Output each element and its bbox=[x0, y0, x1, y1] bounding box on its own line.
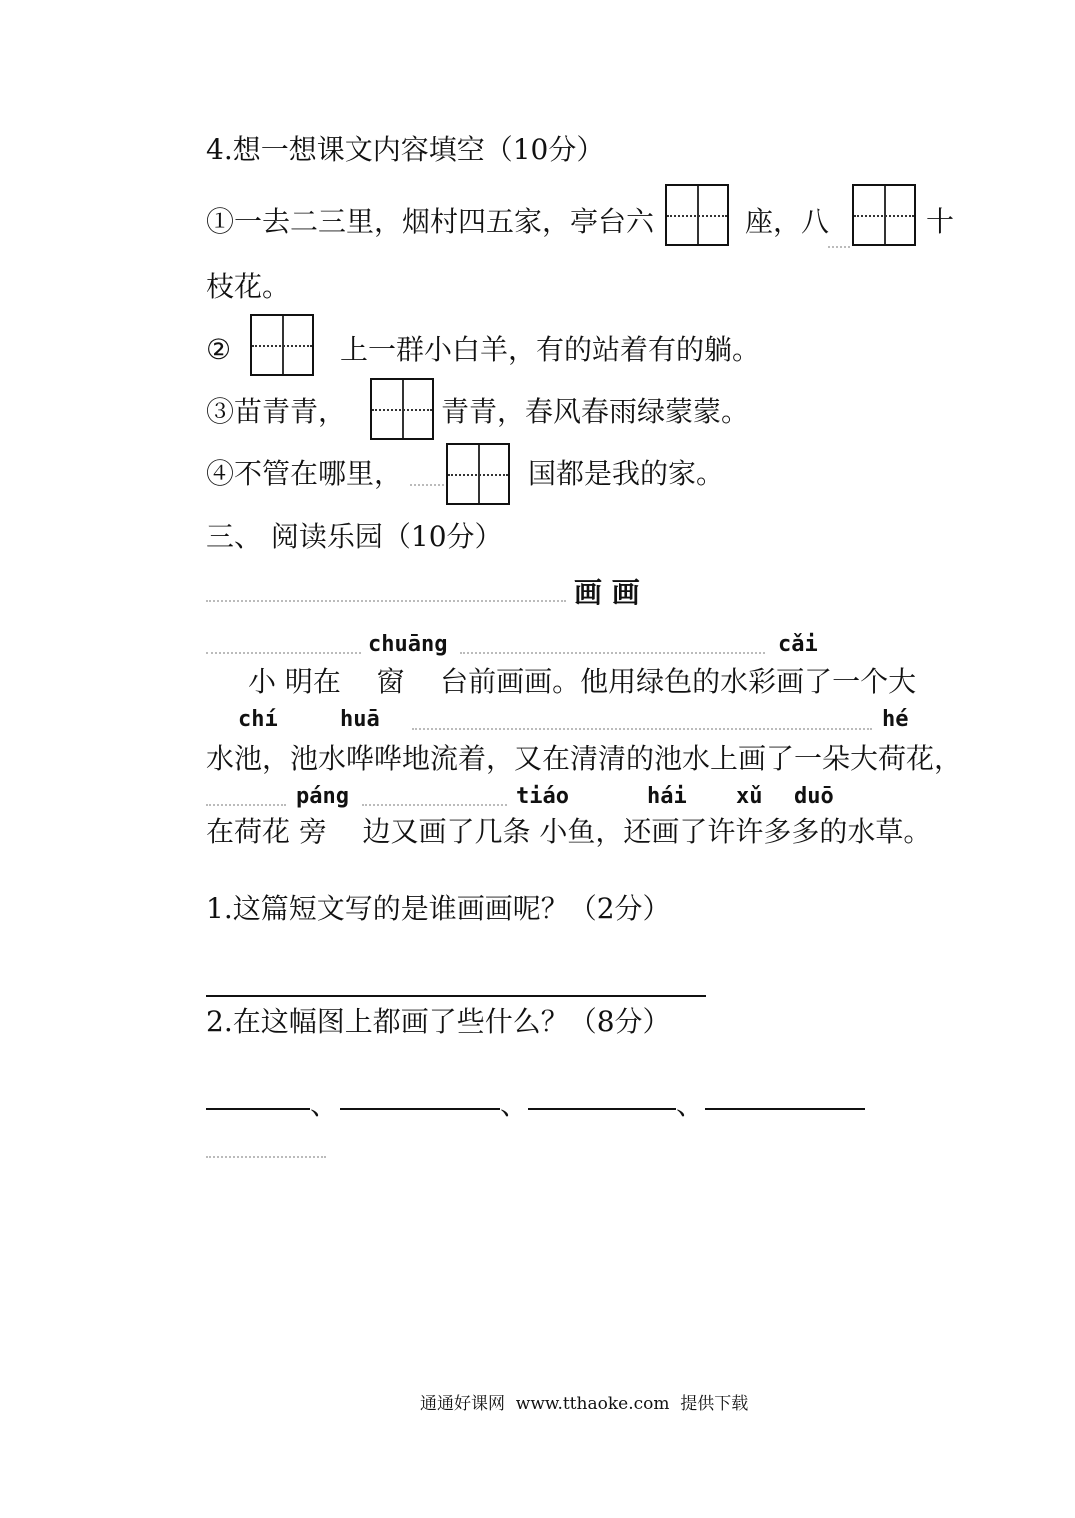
passage-title: 画 画 bbox=[574, 576, 640, 609]
pinyin: tiáo bbox=[516, 784, 569, 809]
q1-text-c: 十 bbox=[926, 205, 955, 238]
answer-box-2[interactable] bbox=[852, 184, 916, 246]
pinyin: chuāng bbox=[368, 632, 448, 657]
passage-line-2: 水池，池水哗哗地流着，又在清清的池水上画了一朵大荷花， bbox=[206, 742, 963, 775]
answer-box-1[interactable] bbox=[665, 184, 729, 246]
pinyin: hé bbox=[882, 707, 909, 732]
dotted-leader bbox=[460, 652, 765, 656]
dotted-leader bbox=[828, 246, 850, 250]
q3-text-b: 青青，春风春雨绿蒙蒙。 bbox=[441, 395, 750, 428]
answer-box-3[interactable] bbox=[250, 314, 314, 376]
q4-text-b: 国都是我的家。 bbox=[528, 457, 725, 490]
dotted-leader bbox=[412, 728, 872, 732]
separator: 、 bbox=[500, 1088, 529, 1121]
q3-text-a: ③苗青青， bbox=[206, 395, 347, 428]
dotted-leader bbox=[362, 804, 507, 808]
dotted-leader bbox=[206, 1156, 326, 1160]
question-2: 2.在这幅图上都画了些什么？（8分） bbox=[206, 1005, 671, 1038]
q1-text-a: ①一去二三里，烟村四五家，亭台六 bbox=[206, 205, 655, 238]
q1-text-b: 座，八 bbox=[745, 205, 830, 238]
pinyin: chí bbox=[238, 707, 278, 732]
q4-text-a: ④不管在哪里， bbox=[206, 457, 403, 490]
answer-line-2b[interactable] bbox=[340, 1108, 500, 1110]
pinyin: páng bbox=[296, 784, 349, 809]
dotted-leader bbox=[206, 600, 566, 604]
dotted-leader bbox=[206, 652, 361, 656]
answer-box-4[interactable] bbox=[370, 378, 434, 440]
separator: 、 bbox=[310, 1088, 339, 1121]
section3-title: 三、 阅读乐园（10分） bbox=[206, 520, 503, 553]
footer-credit: 通通好课网 www.tthaoke.com 提供下载 bbox=[420, 1394, 749, 1414]
answer-line-2c[interactable] bbox=[528, 1108, 676, 1110]
pinyin: duō bbox=[794, 784, 834, 809]
section4-title: 4.想一想课文内容填空（10分） bbox=[206, 133, 605, 166]
passage-line-1: 小 明在 窗 台前画画。他用绿色的水彩画了一个大 bbox=[248, 665, 917, 698]
pinyin: hái bbox=[647, 784, 687, 809]
answer-line-2a[interactable] bbox=[206, 1108, 310, 1110]
dotted-leader bbox=[206, 804, 286, 808]
pinyin: xǔ bbox=[736, 784, 763, 809]
question-1: 1.这篇短文写的是谁画画呢？（2分） bbox=[206, 892, 671, 925]
q2-text-b: 上一群小白羊，有的站着有的躺。 bbox=[340, 333, 761, 366]
pinyin: huā bbox=[340, 707, 380, 732]
answer-box-5[interactable] bbox=[446, 443, 510, 505]
dotted-leader bbox=[410, 484, 444, 488]
answer-line-2d[interactable] bbox=[705, 1108, 865, 1110]
separator: 、 bbox=[676, 1088, 705, 1121]
pinyin: cǎi bbox=[778, 632, 818, 657]
passage-line-3: 在荷花 旁 边又画了几条 小鱼，还画了许许多多的水草。 bbox=[206, 815, 932, 848]
answer-line-1[interactable] bbox=[206, 995, 706, 997]
q2-text-a: ② bbox=[206, 333, 232, 366]
q1-text-d: 枝花。 bbox=[206, 270, 291, 303]
